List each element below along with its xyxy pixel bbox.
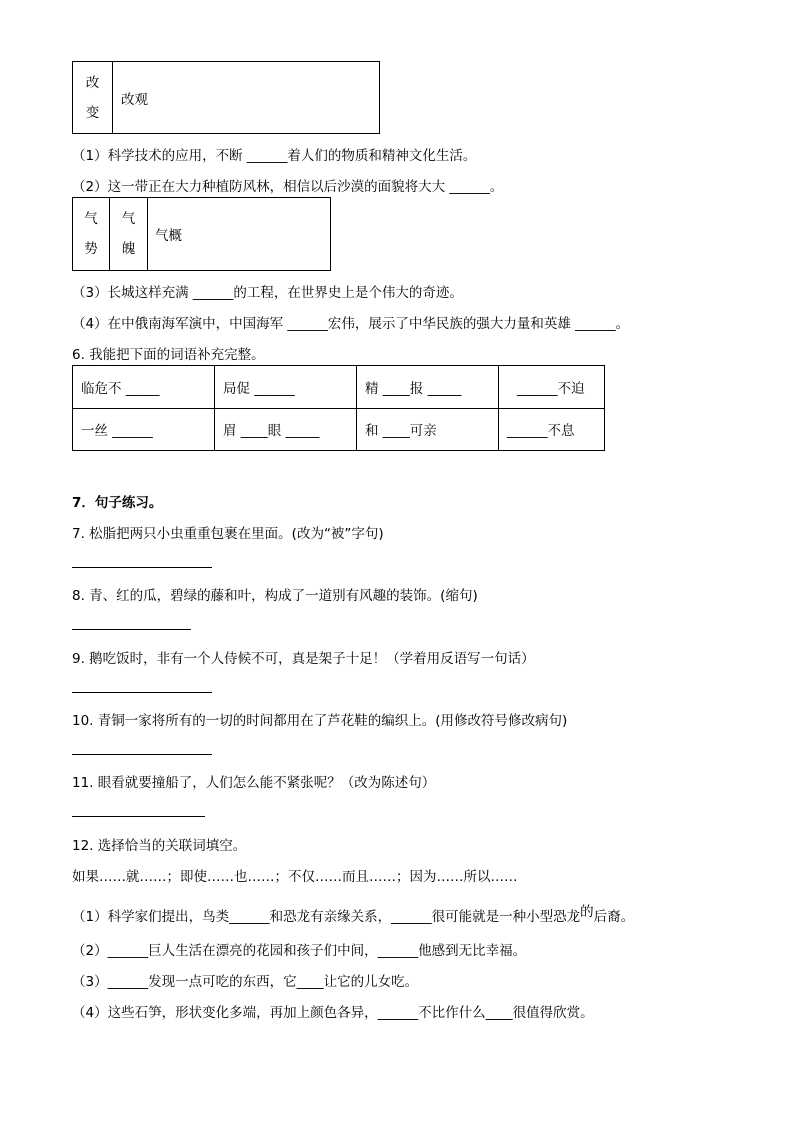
table-word-cell	[113, 62, 380, 134]
question-12-4: （4）这些石笋，形状变化多端，再加上颜色各异，______不比作什么____很值得欣赏。	[72, 1005, 594, 1021]
table-qi	[72, 197, 331, 271]
table-cell	[73, 408, 215, 451]
table-word: 改观	[121, 91, 148, 108]
question-5-4: （4）在中俄南海军演中，中国海军 ______宏伟，展示了中华民族的强大力量和英雄 ______。	[72, 316, 630, 332]
table-qi-col1	[73, 198, 110, 271]
table-gaibian	[72, 61, 380, 134]
question-12-1	[72, 905, 634, 925]
question-5-1: （1）科学技术的应用，不断 ______着人们的物质和精神文化生活。	[72, 148, 477, 164]
table-qi-word-cell	[148, 198, 331, 271]
table-cell	[73, 366, 215, 409]
table-cell	[499, 366, 605, 409]
question-12-1-superscript: 的	[580, 904, 594, 920]
table-cell	[215, 366, 357, 409]
question-11: 11. 眼看就要撞船了，人们怎么能不紧张呢？（改为陈述句）	[72, 775, 436, 791]
question-12-1-end: 后裔。	[593, 909, 635, 925]
question-7: 7. 松脂把两只小虫重重包裹在里面。(改为“被”字句)	[72, 526, 384, 542]
table-cell	[215, 408, 357, 451]
table-qi-char: 势	[84, 241, 98, 257]
question-10: 10. 青铜一家将所有的一切的时间都用在了芦花鞋的编织上。(用修改符号修改病句)	[72, 713, 568, 729]
answer-line[interactable]	[72, 629, 191, 630]
table-head-char: 变	[85, 104, 100, 121]
table-cell	[357, 366, 499, 409]
cell-text: ______不息	[507, 423, 575, 440]
table-qi-char: 气	[121, 211, 136, 227]
question-12-3: （3）______发现一点可吃的东西，它____让它的儿女吃。	[72, 974, 419, 990]
cell-text: 精 ____报 _____	[365, 380, 462, 397]
conjunction-options: 如果……就……；即使……也……；不仅……而且……；因为……所以……	[72, 869, 518, 885]
table-qi-word: 气概	[155, 228, 182, 244]
table-head-char: 改	[85, 74, 100, 91]
answer-line[interactable]	[72, 567, 212, 568]
cell-text: ______不迫	[517, 380, 585, 397]
table-cell	[357, 408, 499, 451]
answer-line[interactable]	[72, 692, 212, 693]
table-qi-char: 魄	[121, 241, 136, 257]
table-row	[73, 366, 605, 409]
section-6-title: 6. 我能把下面的词语补充完整。	[72, 347, 265, 363]
table-head-cell	[73, 62, 113, 134]
question-5-2: （2）这一带正在大力种植防风林，相信以后沙漠的面貌将大大 ______。	[72, 179, 504, 195]
question-12-2: （2）______巨人生活在漂亮的花园和孩子们中间，______他感到无比幸福。	[72, 943, 527, 959]
table-qi-char: 气	[84, 211, 98, 227]
table-row	[73, 408, 605, 451]
answer-line[interactable]	[72, 754, 212, 755]
question-12-1-text: （1）科学家们提出，鸟类______和恐龙有亲缘关系，______很可能就是一种小型恐龙	[72, 909, 581, 925]
question-8: 8. 青、红的瓜，碧绿的藤和叶，构成了一道别有风趣的装饰。(缩句)	[72, 588, 478, 604]
table-cell	[499, 408, 605, 451]
cell-text: 和 ____可亲	[365, 423, 437, 440]
cell-text: 一丝 ______	[81, 423, 153, 440]
cell-text: 眉 ____眼 _____	[223, 423, 320, 440]
table-qi-col2	[110, 198, 148, 271]
question-5-3: （3）长城这样充满 ______的工程，在世界史上是个伟大的奇迹。	[72, 285, 463, 301]
question-12-title: 12. 选择恰当的关联词填空。	[72, 838, 247, 854]
word-completion-table	[72, 365, 605, 451]
cell-text: 局促 ______	[223, 380, 295, 397]
question-9: 9. 鹅吃饭时，非有一个人侍候不可，真是架子十足！（学着用反语写一句话）	[72, 651, 535, 667]
section-7-title: 7．句子练习。	[72, 495, 163, 511]
cell-text: 临危不 _____	[81, 380, 160, 397]
answer-line[interactable]	[72, 816, 205, 817]
